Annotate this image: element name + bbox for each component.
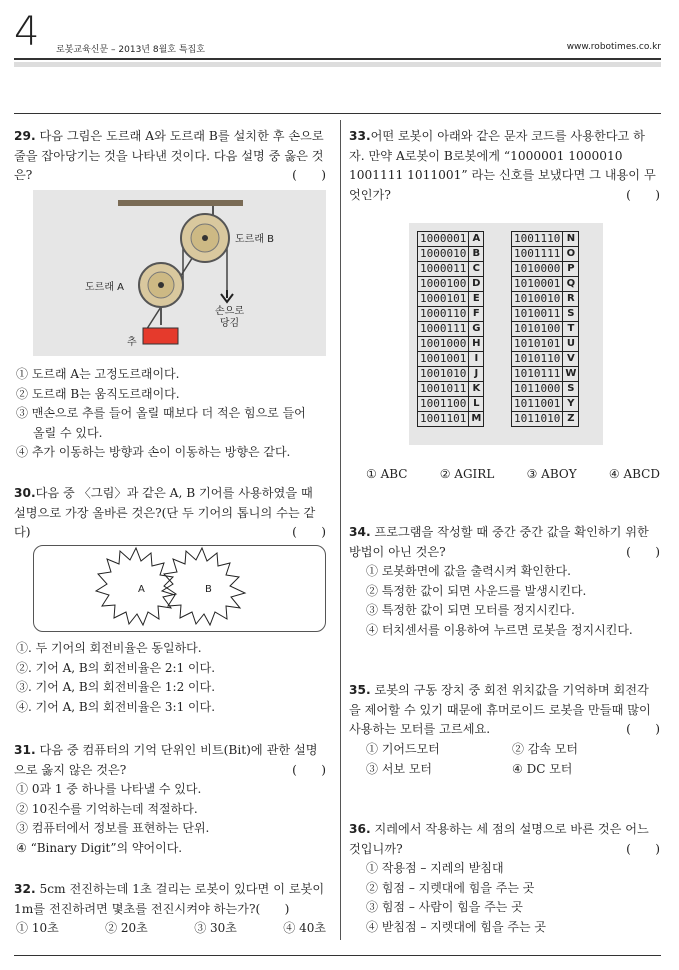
code-letter: N	[563, 232, 579, 247]
pull-label	[215, 306, 244, 330]
pulley-b-axle	[202, 235, 208, 241]
option-4[interactable]: ④ 추가 이동하는 방향과 손이 이동하는 방향은 같다.	[16, 445, 291, 459]
question-number: 30.	[14, 486, 36, 500]
code-letter: V	[563, 352, 579, 367]
option-3[interactable]: ③ 특정한 값이 되면 모터를 정지시킨다.	[366, 603, 575, 617]
code-letter: E	[469, 292, 484, 307]
code-row	[418, 292, 484, 307]
question-number: 33.	[349, 129, 371, 143]
code-letter: H	[469, 337, 484, 352]
question-number: 34.	[349, 525, 371, 539]
binary-code: 1000111	[418, 322, 469, 337]
answer-paren: ( )	[626, 722, 660, 736]
page-number: 4	[14, 9, 40, 55]
header-website: www.robotimes.co.kr	[566, 42, 661, 52]
code-letter: M	[469, 412, 484, 427]
option-2[interactable]: ②. 기어 A, B의 회전비율은 2:1 이다.	[16, 660, 216, 675]
binary-code: 1001101	[418, 412, 469, 427]
binary-code: 1001110	[512, 232, 563, 247]
option-2[interactable]: ② 힘점 – 지렛대에 힘을 주는 곳	[366, 880, 535, 895]
gear-diagram	[34, 546, 325, 631]
answer-paren: ( )	[292, 762, 326, 777]
answer-paren: ( )	[292, 168, 326, 182]
code-row	[418, 352, 484, 367]
option-1[interactable]: ① 기어드모터	[366, 742, 440, 756]
binary-code: 1000011	[418, 262, 469, 277]
code-row	[512, 412, 579, 427]
binary-code: 1010001	[512, 277, 563, 292]
binary-code: 1000010	[418, 247, 469, 262]
code-row	[512, 337, 579, 352]
binary-code: 1001001	[418, 352, 469, 367]
gear-b-shape	[162, 548, 245, 625]
code-row	[512, 367, 579, 382]
option-3[interactable]: ③ 서보 모터	[366, 761, 432, 776]
code-row	[418, 322, 484, 337]
code-row	[512, 322, 579, 337]
code-letter: O	[563, 247, 579, 262]
option-4[interactable]: ④. 기어 A, B의 회전비율은 3:1 이다.	[16, 699, 216, 714]
binary-code: 1010101	[512, 337, 563, 352]
footer-rule	[14, 955, 661, 956]
option-3[interactable]: ③ 맨손으로 추를 들어 올릴 때보다 더 적은 힘으로 들어	[16, 406, 306, 420]
code-letter: R	[563, 292, 579, 307]
gear-b-label: B	[205, 584, 212, 595]
header-shade-rule	[14, 62, 661, 67]
option-4[interactable]: ④ 받침점 – 지렛대에 힘을 주는 곳	[366, 919, 546, 934]
option-4[interactable]: ④ 터치센서를 이용하여 누르면 로봇을 정지시킨다.	[366, 622, 633, 637]
code-row	[512, 292, 579, 307]
column-divider	[340, 120, 341, 940]
question-text: 프로그램을 작성할 때 중간 중간 값을 확인하기 위한 방법이 아닌 것은?	[349, 525, 649, 559]
code-table-right	[511, 231, 579, 427]
q31-options	[16, 780, 328, 858]
code-row	[418, 337, 484, 352]
code-row	[418, 247, 484, 262]
question-number: 29.	[14, 129, 36, 143]
option-1[interactable]: ①. 두 기어의 회전비율은 동일하다.	[16, 641, 202, 655]
code-row	[418, 367, 484, 382]
answer-paren: ( )	[626, 187, 660, 202]
pulley-b-label: 도르래 B	[235, 234, 275, 245]
binary-code: 1010100	[512, 322, 563, 337]
option-2[interactable]: ② AGIRL	[439, 467, 495, 481]
pull-label-line1: 손으로	[215, 306, 244, 317]
code-letter: T	[563, 322, 579, 337]
binary-code: 1000100	[418, 277, 469, 292]
question-text: 어떤 로봇이 아래와 같은 문자 코드를 사용한다고 하자. 만약 A로봇이 B로봇에게 “1000001 1000010 1001111 1011001” 라는 신호를 보냈다면 그 내용이 무엇인가?	[349, 129, 656, 202]
q36-options	[366, 859, 666, 937]
answer-paren: ( )	[626, 841, 660, 856]
option-3[interactable]: ③ 힘점 – 사람이 힘을 주는 곳	[366, 900, 523, 914]
question-32	[14, 880, 326, 919]
code-table-left-wrap	[417, 231, 484, 427]
code-table-figure	[409, 223, 603, 445]
code-letter: W	[563, 367, 579, 382]
code-row	[512, 232, 579, 247]
binary-code: 1001011	[418, 382, 469, 397]
q33-options	[366, 465, 660, 484]
binary-code: 1010000	[512, 262, 563, 277]
question-number: 31.	[14, 743, 36, 757]
binary-code: 1010011	[512, 307, 563, 322]
binary-code: 1010110	[512, 352, 563, 367]
pulley-a-label: 도르래 A	[85, 282, 124, 293]
answer-paren: ( )	[292, 525, 326, 539]
code-letter: D	[469, 277, 484, 292]
code-letter: L	[469, 397, 484, 412]
code-letter: I	[469, 352, 484, 367]
option-1[interactable]: ① 도르래 A는 고정도르래이다.	[16, 367, 180, 381]
header-rule	[14, 58, 661, 60]
question-text: 5cm 전진하는데 1초 걸리는 로봇이 있다면 이 로봇이 1m를 전진하려면 몇초를 전진시켜야 하는가?( )	[14, 882, 325, 916]
option-3-cont: 올릴 수 있다.	[33, 425, 103, 440]
option-1[interactable]: ① 작용점 – 지레의 받침대	[366, 861, 504, 875]
pulley-a-axle	[158, 282, 164, 288]
option-4[interactable]: ④ 40초	[283, 921, 326, 935]
option-1[interactable]: ① ABC	[366, 467, 408, 481]
answer-paren: ( )	[626, 544, 660, 559]
binary-code: 1001000	[418, 337, 469, 352]
binary-code: 1001010	[418, 367, 469, 382]
code-letter: K	[469, 382, 484, 397]
code-table-right-wrap	[511, 231, 579, 427]
code-letter: P	[563, 262, 579, 277]
option-2[interactable]: ② 도르래 B는 움직도르래이다.	[16, 386, 180, 401]
code-row	[418, 277, 484, 292]
code-letter: G	[469, 322, 484, 337]
content-top-rule	[14, 113, 661, 114]
option-4[interactable]: ④ DC 모터	[512, 761, 573, 776]
option-3[interactable]: ③ 컴퓨터에서 정보를 표현하는 단위.	[16, 821, 210, 835]
code-letter: B	[469, 247, 484, 262]
gear-a-shape	[96, 548, 176, 625]
code-row	[512, 277, 579, 292]
code-row	[512, 247, 579, 262]
option-4[interactable]: ④ “Binary Digit”의 약어이다.	[16, 840, 183, 855]
code-letter: Z	[563, 412, 579, 427]
code-row	[418, 382, 484, 397]
option-3[interactable]: ③. 기어 A, B의 회전비율은 1:2 이다.	[16, 680, 216, 694]
option-2[interactable]: ② 20초	[105, 921, 148, 935]
code-row	[418, 412, 484, 427]
pull-label-line2: 당김	[219, 318, 240, 329]
option-3[interactable]: ③ ABOY	[526, 467, 577, 481]
binary-code: 1000101	[418, 292, 469, 307]
option-1[interactable]: ① 10초	[16, 921, 59, 935]
option-1[interactable]: ① 0과 1 중 하나를 나타낼 수 있다.	[16, 782, 202, 796]
option-2[interactable]: ② 10진수를 기억하는데 적절하다.	[16, 801, 198, 816]
weight-label: 추	[127, 337, 137, 348]
code-letter: J	[469, 367, 484, 382]
binary-code: 1010010	[512, 292, 563, 307]
option-2[interactable]: ② 특정한 값이 되면 사운드를 발생시킨다.	[366, 583, 587, 598]
question-text: 다음 그림은 도르래 A와 도르래 B를 설치한 후 손으로 줄을 잡아당기는 것을 나타낸 것이다. 다음 설명 중 옳은 것은?	[14, 129, 324, 182]
question-number: 32.	[14, 882, 36, 896]
code-letter: Q	[563, 277, 579, 292]
question-31	[14, 741, 326, 780]
binary-code: 1000001	[418, 232, 469, 247]
q34-options	[366, 562, 666, 640]
code-row	[512, 352, 579, 367]
question-text: 다음 중 컴퓨터의 기억 단위인 비트(Bit)에 관한 설명으로 옳지 않은 것은?	[14, 743, 318, 777]
question-30	[14, 484, 326, 543]
code-row	[512, 382, 579, 397]
header-publication: 로봇교육신문 – 2013년 8월호 특집호	[56, 45, 205, 55]
code-letter: Y	[563, 397, 579, 412]
binary-code: 1000110	[418, 307, 469, 322]
q29-options	[16, 365, 328, 463]
question-text: 지레에서 작용하는 세 점의 설명으로 바른 것은 어느 것입니까?	[349, 822, 649, 856]
q32-options	[16, 919, 326, 938]
code-row	[418, 262, 484, 277]
code-row	[512, 307, 579, 322]
gear-a-label: A	[138, 584, 145, 595]
option-2[interactable]: ② 감속 모터	[512, 742, 578, 756]
question-29	[14, 127, 326, 186]
question-text: 로봇의 구동 장치 중 회전 위치값을 기억하며 회전각을 제어할 수 있기 때문에 휴머로이드 로봇을 만들때 많이 사용하는 모터를 고르세요.	[349, 683, 651, 736]
option-4[interactable]: ④ ABCD	[608, 467, 660, 481]
question-text: 다음 중 〈그림〉과 같은 A, B 기어를 사용하였을 때 설명으로 가장 올바른 것은?(단 두 기어의 톱니의 수는 같다)	[14, 486, 316, 539]
code-letter: S	[563, 382, 579, 397]
code-row	[512, 262, 579, 277]
option-1[interactable]: ① 로봇화면에 값을 출력시켜 확인한다.	[366, 564, 571, 578]
binary-code: 1011010	[512, 412, 563, 427]
q30-options	[16, 639, 328, 717]
binary-code: 1001100	[418, 397, 469, 412]
code-row	[418, 397, 484, 412]
question-number: 36.	[349, 822, 371, 836]
q35-options	[366, 740, 660, 779]
binary-code: 1011001	[512, 397, 563, 412]
weight-block	[143, 328, 178, 344]
code-letter: C	[469, 262, 484, 277]
question-number: 35.	[349, 683, 371, 697]
pulley-diagram	[33, 190, 326, 356]
code-letter: U	[563, 337, 579, 352]
code-letter: F	[469, 307, 484, 322]
code-letter: S	[563, 307, 579, 322]
ceiling-beam	[118, 200, 243, 206]
option-3[interactable]: ③ 30초	[194, 921, 237, 935]
gear-figure	[33, 545, 326, 632]
code-table-left	[417, 231, 484, 427]
pulley-figure	[33, 190, 326, 356]
code-row	[418, 232, 484, 247]
code-letter: A	[469, 232, 484, 247]
binary-code: 1001111	[512, 247, 563, 262]
binary-code: 1010111	[512, 367, 563, 382]
code-row	[418, 307, 484, 322]
question-34	[349, 523, 660, 562]
question-33	[349, 127, 660, 205]
binary-code: 1011000	[512, 382, 563, 397]
code-row	[512, 397, 579, 412]
question-36	[349, 820, 660, 859]
question-35	[349, 681, 660, 740]
